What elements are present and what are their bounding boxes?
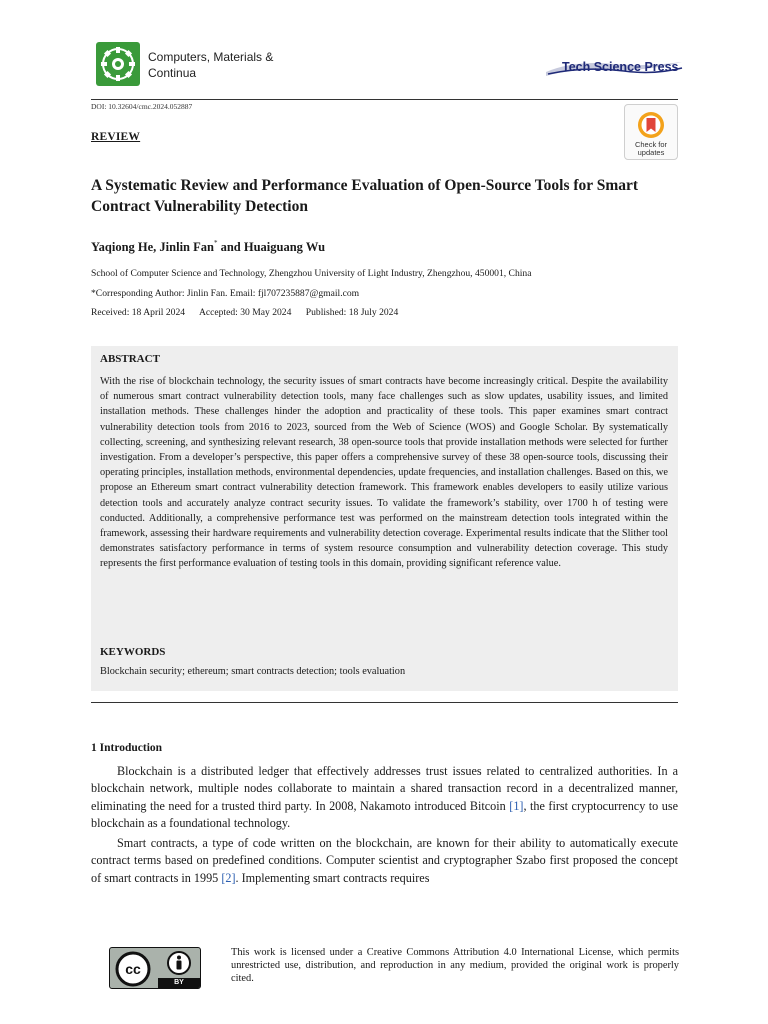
doi[interactable]: DOI: 10.32604/cmc.2024.052887 <box>91 102 193 111</box>
article-type: REVIEW <box>91 131 141 143</box>
abstract-box <box>91 346 678 691</box>
abstract-text: With the rise of blockchain technology, the security issues of smart contracts have become increasingly critical. Despite the availability of numerous smart contract vulnerability detection tools, many face challenges such as slow updates, usability issues, and limited installation methods. These challenges hinder the adoption and practicality of these tools. This paper examines smart contract vulnerability detection tools from 2016 to 2023, sourced from the Web of Science (WOS) and Google Scholar. By systematically collecting, screening, and synthesizing relevant research, 38 open-source tools that provide installation methods were selected for further investigation. From a developer’s perspective, this paper offers a comprehensive survey of these 38 open-source tools, discussing their operating principles, installation methods, environmental dependencies, update frequencies, and installation challenges. Based on this, we propose an Ethereum smart contract vulnerability detection framework. This framework enables developers to easily utilize various detection tools and accurately analyze contract security issues. To validate the framework’s stability, over 1700 h of testing were conducted. Additionally, a comprehensive performance test was performed on the mainstream detection tools integrated within the framework, assessing their hardware requirements and vulnerability detection coverage. Experimental results indicate that the Slither tool demonstrates satisfactory performance in terms of system resource consumption and vulnerability detection coverage. This study represents the first performance evaluation of testing tools in this domain, providing significant reference value. <box>100 376 668 570</box>
header-rule <box>91 99 678 100</box>
svg-text:cc: cc <box>125 961 141 977</box>
section-rule <box>91 702 678 703</box>
article-dates <box>91 307 410 318</box>
keywords-heading: KEYWORDS <box>100 646 166 658</box>
affiliation: School of Computer Science and Technology, Zhengzhou University of Light Industry, Zhengzhou, 450001, China <box>91 268 532 279</box>
author-connector: and <box>217 240 244 254</box>
author-list <box>91 240 325 255</box>
by-label: BY <box>174 979 184 986</box>
section-heading-introduction: 1 Introduction <box>91 742 163 754</box>
paragraph-text: . Implementing smart contracts requires <box>235 870 430 885</box>
paragraph-text: , the first cryptocurrency to use blockchain as a foundational technology. <box>91 798 679 830</box>
keywords-text: Blockchain security; ethereum; smart contracts detection; tools evaluation <box>100 666 406 677</box>
corresponding-author: *Corresponding Author: Jinlin Fan. Email: fjl707235887@gmail.com <box>91 288 360 299</box>
article-title: A Systematic Review and Performance Evaluation of Open-Source Tools for Smart Contract Vulnerability Detection <box>91 177 639 215</box>
author-name: Jinlin Fan <box>159 240 214 254</box>
body-paragraph <box>91 835 678 887</box>
journal-logo <box>96 42 140 86</box>
gear-icon <box>96 42 140 86</box>
publisher-logo <box>544 58 684 80</box>
check-for-updates-label: Check for updates <box>634 140 668 157</box>
author-name: Yaqiong He, <box>91 240 160 254</box>
license-text: This work is licensed under a Creative Commons Attribution 4.0 International License, which permits unrestricted use, distribution, and reproduction in any medium, provided the original work is properly cited. <box>231 947 679 984</box>
corresponding-mark: * <box>213 239 218 247</box>
paragraph-text: Smart contracts, a type of code written on the blockchain, are known for their ability to automatically execute contract terms based on predefined conditions. Computer scientist and cryptographer Szabo first proposed the concept of smart contracts in 1995 <box>91 836 678 885</box>
check-for-updates-badge[interactable] <box>624 104 678 160</box>
published-date: Published: 18 July 2024 <box>305 307 399 318</box>
abstract-heading: ABSTRACT <box>100 353 160 365</box>
received-date: Received: 18 April 2024 <box>91 307 186 318</box>
paragraph-text: Blockchain is a distributed ledger that effectively addresses trust issues related to centralized authorities. In a blockchain network, multiple nodes collaborate to maintain a shared transaction record in a decentralized manner, eliminating the need for a trusted third party. In 2008, Nakamoto introduced Bitcoin <box>91 764 678 813</box>
accepted-date: Accepted: 30 May 2024 <box>198 307 292 318</box>
body-paragraph <box>91 763 678 832</box>
cc-by-license-badge[interactable] <box>109 947 201 989</box>
publisher-name: Tech Science Press <box>562 60 679 74</box>
citation-link[interactable]: [2] <box>221 870 236 885</box>
citation-link[interactable]: [1] <box>509 798 524 813</box>
journal-name: Computers, Materials & Continua <box>148 50 274 80</box>
bookmark-ribbon-icon <box>636 110 666 140</box>
author-name: Huaiguang Wu <box>243 240 326 254</box>
